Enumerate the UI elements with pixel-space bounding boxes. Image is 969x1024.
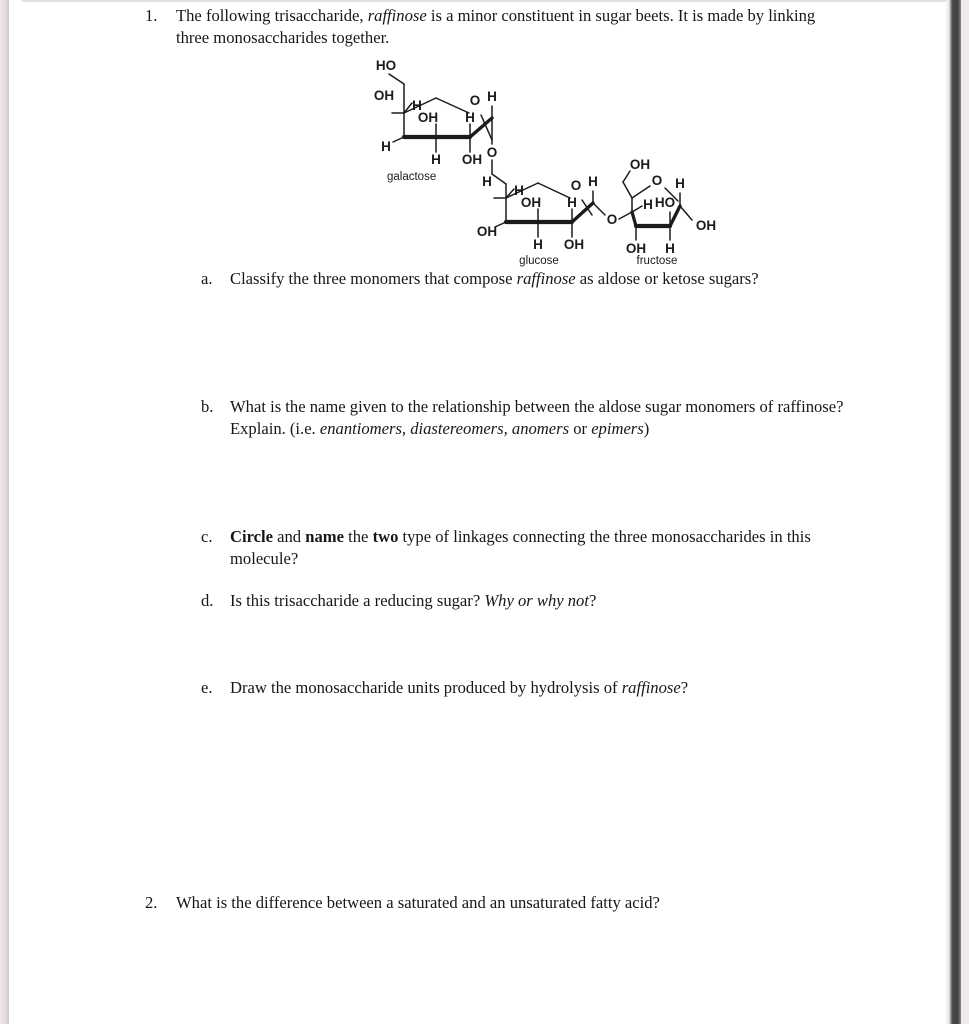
emphasis-name: name (305, 527, 344, 546)
atom-label-H: H (588, 174, 598, 189)
emphasis-two: two (372, 527, 399, 546)
atom-label-OH: OH (563, 237, 585, 252)
page-content-sheet (11, 0, 946, 1024)
question-2 (145, 892, 850, 914)
atom-label-H: H (487, 89, 497, 104)
question-2-text: What is the difference between a saturated and an unsaturated fatty acid? (176, 893, 660, 912)
question-1c-text: Circle and name the two type of linkages connecting the three monosaccharides in this molecule? (230, 527, 811, 568)
question-1a (201, 268, 846, 290)
emphasis-circle: Circle (230, 527, 273, 546)
atom-label-HO: HO (654, 195, 676, 210)
unit-label-galactose: galactose (387, 171, 437, 183)
question-1c-marker: c. (201, 527, 213, 546)
question-1 (145, 5, 850, 48)
atom-label-O-ring: O (469, 93, 481, 108)
term-raffinose: raffinose (621, 678, 681, 697)
atom-label-H: H (665, 241, 675, 256)
page-left-edge-shadow (0, 0, 9, 1024)
atom-label-O-linkage: O (486, 145, 498, 160)
question-1-text: The following trisaccharide, raffinose is a minor constituent in sugar beets. It is made by linking three monosaccharides together. (176, 6, 816, 47)
atom-label-OH: OH (374, 88, 395, 103)
emphasis-why-or-why-not: Why or why not (484, 591, 589, 610)
atom-label-H: H (514, 183, 524, 198)
raffinose-haworth-svg (374, 52, 734, 270)
question-1d-text: Is this trisaccharide a reducing sugar? Why or why not? (230, 591, 597, 610)
atom-label-H: H (381, 139, 391, 154)
atom-label-H: H (533, 237, 543, 252)
atom-label-OH: OH (625, 241, 647, 256)
question-1b-text: What is the name given to the relationship between the aldose sugar monomers of raffinose? Explain. (i.e. enantiomers, diastereomers, anomers or epimers) (230, 397, 844, 438)
page-outer-background-right (961, 0, 969, 1024)
page-bottom-edge (22, 1016, 957, 1024)
term-stereoisomer-list: enantiomers, diastereomers, anomers (319, 418, 570, 438)
atom-label-H: H (412, 98, 422, 113)
atom-label-OH: OH (417, 110, 439, 125)
question-1a-marker: a. (201, 269, 213, 288)
page-right-edge-shadow (949, 0, 961, 1024)
atom-label-H: H (567, 195, 577, 210)
term-raffinose: raffinose (367, 6, 427, 25)
question-2-marker: 2. (145, 893, 158, 912)
atom-label-OH: OH (695, 218, 717, 233)
atom-label-H: H (431, 152, 441, 167)
atom-label-OH: OH (520, 195, 542, 210)
question-1-marker: 1. (145, 6, 158, 25)
question-1e-marker: e. (201, 678, 213, 697)
question-1a-text: Classify the three monomers that compose raffinose as aldose or ketose sugars? (230, 269, 759, 288)
term-epimers: epimers (591, 418, 644, 438)
atom-label-H: H (482, 174, 492, 189)
atom-label-HO: HO (375, 58, 397, 73)
question-1e (201, 677, 851, 699)
atom-label-H: H (643, 197, 653, 212)
atom-label-H: H (465, 110, 475, 125)
raffinose-structure-figure (374, 52, 734, 270)
page-top-edge (22, 0, 957, 2)
question-1d (201, 590, 851, 612)
atom-label-OH: OH (461, 152, 483, 167)
unit-label-glucose: glucose (519, 255, 559, 267)
atom-label-O-ring: O (570, 178, 582, 193)
atom-label-O-linkage: O (606, 212, 618, 227)
unit-label-fructose: fructose (636, 255, 678, 267)
question-1b (201, 396, 856, 439)
question-1d-marker: d. (201, 591, 214, 610)
term-raffinose: raffinose (516, 269, 576, 288)
question-1c (201, 526, 851, 569)
question-1b-marker: b. (201, 397, 214, 416)
atom-label-H: H (675, 176, 685, 191)
atom-label-OH: OH (629, 157, 651, 172)
atom-label-OH: OH (476, 224, 498, 239)
question-1e-text: Draw the monosaccharide units produced by hydrolysis of raffinose? (230, 678, 689, 697)
atom-label-O-ring: O (651, 173, 663, 188)
